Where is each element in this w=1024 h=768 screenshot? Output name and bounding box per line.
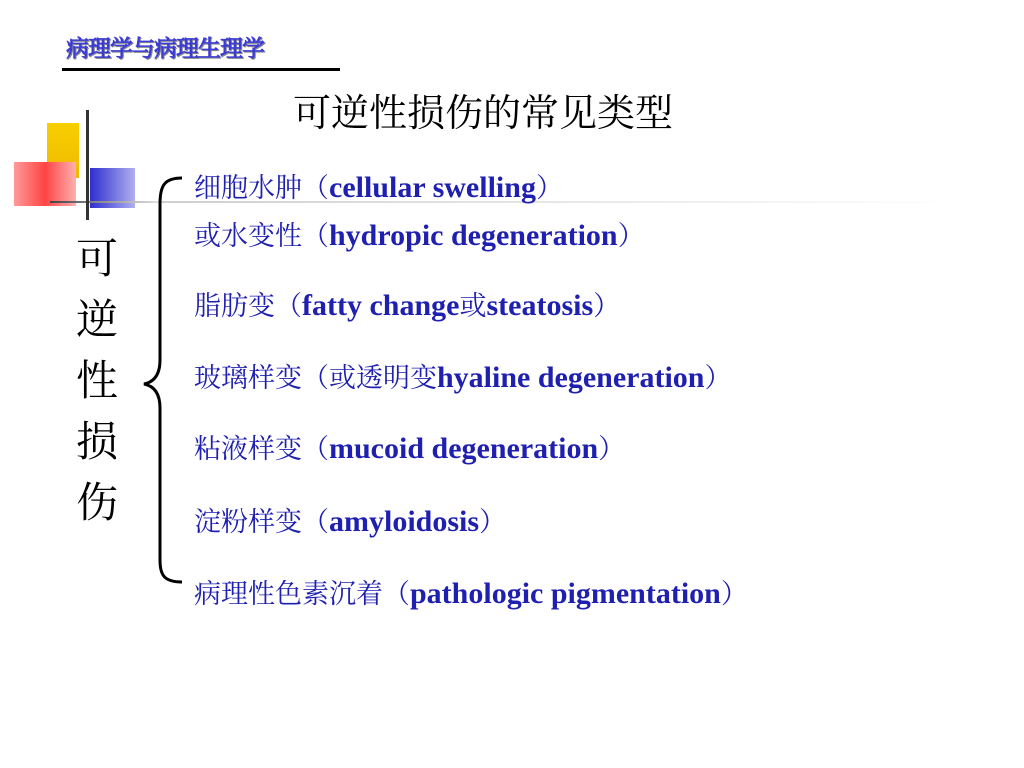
item-en: mucoid degeneration	[329, 432, 599, 465]
item-cn-or: 或	[459, 291, 487, 322]
item-close: ）	[598, 434, 626, 465]
side-label-char: 损	[75, 417, 118, 466]
item-en: hydropic degeneration	[329, 219, 618, 252]
list-item	[194, 356, 732, 395]
item-en-2: steatosis	[486, 289, 594, 322]
item-close: ）	[479, 507, 507, 538]
list-item	[194, 500, 506, 539]
list-item	[194, 572, 748, 611]
item-cn: 淀粉样变（	[194, 507, 329, 538]
item-close: ）	[720, 579, 748, 610]
course-title: 病理学与病理生理学	[66, 36, 264, 62]
item-en: cellular swelling	[329, 171, 536, 204]
item-cn: 病理性色素沉着（	[194, 579, 410, 610]
item-cn: 细胞水肿（	[194, 173, 329, 204]
side-label-char: 逆	[75, 295, 118, 344]
item-en: pathologic pigmentation	[410, 577, 721, 610]
item-cn: 或水变性（	[194, 221, 329, 252]
item-en: fatty change	[302, 289, 460, 322]
header-underline	[62, 68, 340, 71]
item-close: ）	[593, 291, 621, 322]
item-cn: 粘液样变（	[194, 434, 329, 465]
list-item	[194, 284, 620, 323]
item-cn: 玻璃样变（或透明变	[194, 363, 437, 394]
side-label-char: 可	[75, 234, 118, 283]
item-en: hyaline degeneration	[437, 361, 705, 394]
slide-title: 可逆性损伤的常见类型	[292, 91, 673, 135]
item-close: ）	[535, 173, 563, 204]
list-item	[194, 166, 563, 205]
item-close: ）	[617, 221, 645, 252]
item-close: ）	[704, 363, 732, 394]
item-en: amyloidosis	[329, 505, 480, 538]
side-label	[68, 228, 126, 533]
item-cn: 脂肪变（	[194, 291, 302, 322]
side-label-char: 伤	[75, 478, 118, 527]
side-label-char: 性	[75, 356, 118, 405]
list-item	[194, 214, 645, 253]
curly-brace-icon	[140, 170, 190, 590]
list-item	[194, 427, 625, 466]
